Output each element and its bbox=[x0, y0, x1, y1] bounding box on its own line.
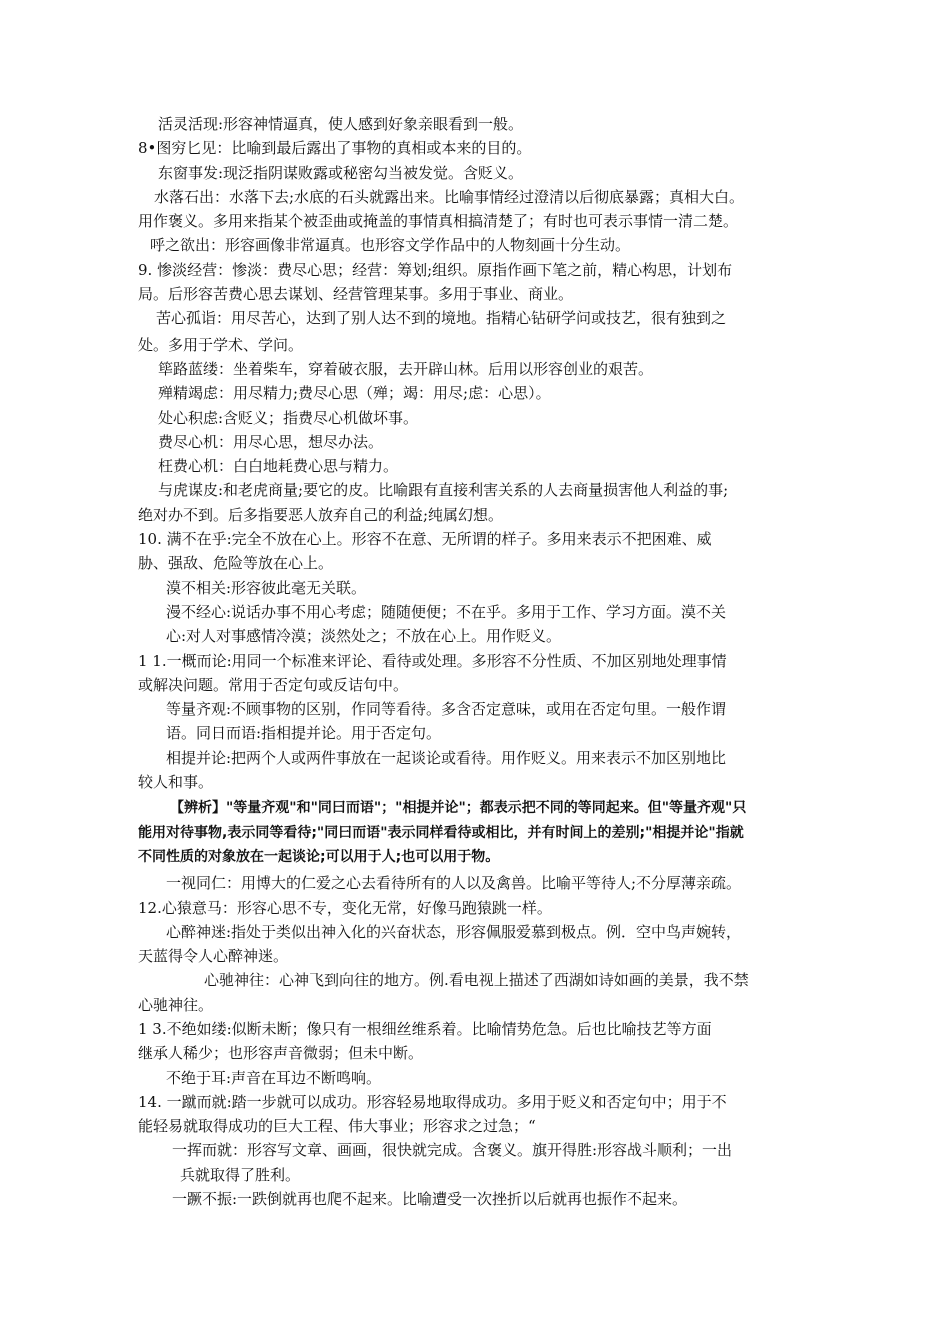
text-line bbox=[0, 920, 950, 944]
text-line bbox=[0, 306, 950, 330]
text-line bbox=[0, 1114, 950, 1138]
line-text: 1 3.不绝如缕:似断未断；像只有一根细丝维系着。比喻情势危急。后也比喻技艺等方面 bbox=[138, 1019, 712, 1038]
line-text: 与虎谋皮:和老虎商量;要它的皮。比喻跟有直接利害关系的人去商量损害他人利益的事; bbox=[158, 481, 729, 500]
text-line bbox=[0, 527, 950, 551]
text-line bbox=[0, 161, 950, 185]
text-line bbox=[0, 871, 950, 895]
line-text: 不同性质的对象放在一起谈论;可以用于人;也可以用于物。 bbox=[138, 848, 500, 865]
line-text: 心:对人对事感情冷漠；淡然处之；不放在心上。用作贬义。 bbox=[166, 627, 562, 646]
text-line bbox=[0, 673, 950, 697]
text-line bbox=[0, 845, 950, 869]
line-text: 处。多用于学术、学问。 bbox=[138, 335, 304, 354]
text-line bbox=[0, 430, 950, 454]
line-text: 局。后形容苦费心思去谋划、经营管理某事。多用于事业、商业。 bbox=[138, 285, 574, 304]
line-text: 相提并论:把两个人或两件事放在一起谈论或看待。用作贬义。用来表示不加区别地比 bbox=[166, 748, 727, 767]
text-line bbox=[0, 968, 950, 992]
line-text: 或解决问题。常用于否定句或反诘句中。 bbox=[138, 675, 409, 694]
line-text: 处心积虑:含贬义；指费尽心机做坏事。 bbox=[158, 408, 419, 427]
text-line bbox=[0, 1163, 950, 1187]
line-text: 心醉神迷:指处于类似出神入化的兴奋状态，形容佩服爱慕到极点。例．空中鸟声婉转， bbox=[166, 922, 742, 941]
line-text: 较人和事。 bbox=[138, 773, 214, 792]
line-text: 继承人稀少；也形容声音微弱；但未中断。 bbox=[138, 1044, 424, 1063]
line-text: 能用对待事物,表示同等看待;"同曰而语"表示同样看待或相比，并有时间上的差别;"相提并论"指就 bbox=[138, 824, 744, 841]
line-text: 不绝于耳:声音在耳边不断鸣响。 bbox=[166, 1068, 382, 1087]
text-line bbox=[0, 770, 950, 794]
line-text: 殚精竭虑：用尽精力;费尽心思（殚；竭：用尽;虑：心思）。 bbox=[158, 384, 551, 403]
text-line bbox=[0, 551, 950, 575]
line-text: 东窗事发:现泛指阴谋败露或秘密勾当被发觉。含贬义。 bbox=[158, 163, 524, 182]
line-text: 呼之欲出：形容画像非常逼真。也形容文学作品中的人物刻画十分生动。 bbox=[150, 236, 631, 255]
text-line bbox=[0, 1041, 950, 1065]
text-line bbox=[0, 624, 950, 648]
text-line bbox=[0, 697, 950, 721]
line-text: 【辨析】"等量齐观"和"同曰而语"；"相提并论"；都表示把不同的等同起来。但"等量齐观"只 bbox=[170, 800, 747, 817]
text-line bbox=[0, 282, 950, 306]
text-line bbox=[0, 136, 950, 160]
text-line bbox=[0, 649, 950, 673]
line-text: 1 1.一概而论:用同一个标准来评论、看待或处理。多形容不分性质、不加区别地处理事情 bbox=[138, 651, 727, 670]
text-line bbox=[0, 406, 950, 430]
text-line bbox=[0, 896, 950, 920]
line-text: 天蓝得令人心醉神迷。 bbox=[138, 947, 289, 966]
line-text: 一视同仁：用博大的仁爱之心去看待所有的人以及禽兽。比喻平等待人;不分厚薄亲疏。 bbox=[166, 874, 742, 893]
line-text: 水落石出：水落下去;水底的石头就露出来。比喻事情经过澄清以后彻底暴露；真相大白。 bbox=[154, 187, 745, 206]
text-line bbox=[0, 333, 950, 357]
line-text: 绝对办不到。后多指要恶人放弃自己的利益;纯属幻想。 bbox=[138, 505, 504, 524]
line-text: 14. 一蹴而就:踏一步就可以成功。形容轻易地取得成功。多用于贬义和否定句中；用于不 bbox=[138, 1092, 727, 1111]
line-text: 一挥而就：形容写文章、画画，很快就完成。含褒义。旗开得胜:形容战斗顺利；一出 bbox=[172, 1141, 733, 1160]
document-body bbox=[0, 112, 950, 1211]
text-line bbox=[0, 1090, 950, 1114]
line-text: 等量齐观:不顾事物的区别，作同等看待。多含否定意味，或用在否定句里。一般作谓 bbox=[166, 700, 727, 719]
text-line bbox=[0, 454, 950, 478]
text-line bbox=[0, 357, 950, 381]
text-line bbox=[0, 600, 950, 624]
line-text: 能轻易就取得成功的巨大工程、伟大事业；形容求之过急；“ bbox=[138, 1117, 536, 1136]
line-text: 漫不经心:说话办事不用心考虑；随随便便；不在乎。多用于工作、学习方面。漠不关 bbox=[166, 602, 727, 621]
text-line bbox=[0, 821, 950, 845]
line-text: 8•图穷匕见：比喻到最后露出了事物的真相或本来的目的。 bbox=[138, 139, 532, 158]
text-line bbox=[0, 944, 950, 968]
line-text: 用作褒义。多用来指某个被歪曲或掩盖的事情真相搞清楚了；有时也可表示事情一清二楚。 bbox=[138, 212, 739, 231]
line-text: 苦心孤诣：用尽苦心，达到了别人达不到的境地。指精心钻研学问或技艺，很有独到之 bbox=[156, 309, 727, 328]
text-line bbox=[0, 478, 950, 502]
line-text: 胁、强敌、危险等放在心上。 bbox=[138, 554, 334, 573]
line-text: 心驰神往。 bbox=[138, 995, 214, 1014]
text-line bbox=[0, 1066, 950, 1090]
line-text: 一蹶不振:一跌倒就再也爬不起来。比喻遭受一次挫折以后就再也振作不起来。 bbox=[172, 1190, 688, 1209]
line-text: 10. 满不在乎:完全不放在心上。形容不在意、无所谓的样子。多用来表示不把困难、威 bbox=[138, 530, 712, 549]
line-text: 语。同日而语:指相提并论。用于否定句。 bbox=[166, 724, 442, 743]
text-line bbox=[0, 746, 950, 770]
line-text: 活灵活现:形容神情逼真，使人感到好象亲眼看到一般。 bbox=[158, 115, 524, 133]
text-line bbox=[0, 185, 950, 209]
text-line bbox=[0, 1187, 950, 1211]
text-line bbox=[0, 381, 950, 405]
line-text: 9. 惨淡经营：惨淡：费尽心思；经营：筹划;组织。原指作画下笔之前，精心构思，计划布 bbox=[138, 260, 733, 279]
text-line bbox=[0, 503, 950, 527]
text-line bbox=[0, 1138, 950, 1162]
text-line bbox=[0, 209, 950, 233]
line-text: 心驰神往：心神飞到向往的地方。例.看电视上描述了西湖如诗如画的美景，我不禁 bbox=[204, 971, 749, 990]
line-text: 兵就取得了胜利。 bbox=[180, 1165, 301, 1184]
text-line bbox=[0, 993, 950, 1017]
text-line bbox=[0, 233, 950, 257]
text-line bbox=[0, 1017, 950, 1041]
line-text: 枉费心机：白白地耗费心思与精力。 bbox=[158, 457, 399, 476]
line-text: 筚路蓝缕：坐着柴车，穿着破衣服，去开辟山林。后用以形容创业的艰苦。 bbox=[158, 359, 654, 378]
line-text: 漠不相关:形容彼此毫无关联。 bbox=[166, 578, 367, 597]
line-text: 费尽心机：用尽心思，想尽办法。 bbox=[158, 432, 384, 451]
line-text: 12.心猿意马：形容心思不专，变化无常，好像马跑猿跳一样。 bbox=[138, 898, 552, 917]
text-line bbox=[0, 796, 950, 820]
text-line bbox=[0, 258, 950, 282]
text-line bbox=[0, 112, 950, 136]
text-line bbox=[0, 721, 950, 745]
text-line bbox=[0, 576, 950, 600]
